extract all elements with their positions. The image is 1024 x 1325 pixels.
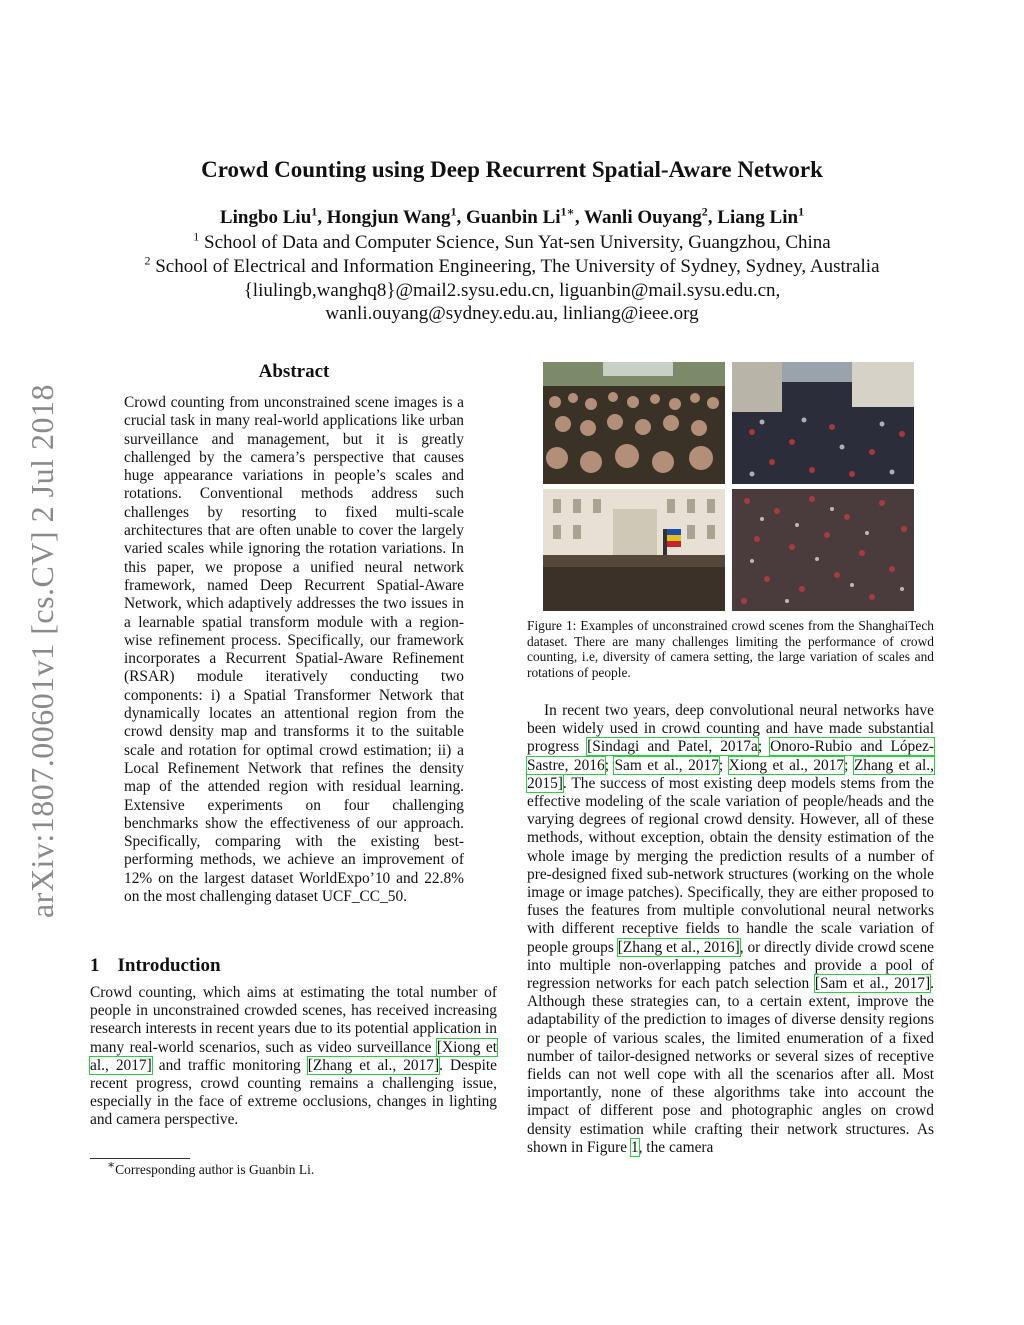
affiliation-text: School of Data and Computer Science, Sun Yat-sen University, Guangzhou, China: [204, 232, 831, 253]
citation-link[interactable]: [Zhang et al., 2017]: [307, 1056, 440, 1074]
affiliation-text: School of Electrical and Information Engineering, The University of Sydney, Sydney, Australia: [155, 256, 880, 277]
author-list: Lingbo Liu$^1$, Hongjun Wang$^1$, Guanbin $Li^{1∗}$, Wanli Ouyang$^2$, Liang Lin$^1$: [219, 204, 805, 228]
body-text: ;: [718, 756, 729, 774]
email-line-1: {liulingb,wanghq8}@mail2.sysu.edu.cn, liguanbin@mail.sysu.edu.cn,: [243, 280, 781, 301]
abstract-body: Crowd counting from unconstrained scene images is a crucial task in many real-world applications like urban surveillance and management, but it is greatly challenged by the camera’s perspective that causes huge appearance variations in people’s scales and rotations. Conventional methods address such challenges by resorting to fixed multi-scale architectures that are often unable to cover the largely varied scales while ignoring the rotation variations. In this paper, we propose a unified neural network framework, named Deep Recurrent Spatial-Aware Network, which adaptively addresses the two issues in a learnable spatial transform module with a region-wise refinement process. Specifically, our framework incorporates a Recurrent Spatial-Aware Refinement (RSAR) module iteratively conducting two components: i) a Spatial Transformer Network that dynamically locates an attentional region from the crowd density map and transforms it to the suitable scale and rotation for optimal crowd estimation; ii) a Local Refinement Network that refines the density map of the attended region with residual learning. Extensive experiments on four challenging benchmarks show the effectiveness of our approach. Specifically, comparing with the existing best-performing methods, we achieve an improvement of 12% on the largest dataset WorldExpo’10 and 22.8% on the most challenging dataset UCF_CC_50.: [124, 394, 464, 906]
body-text: In recent two years, deep convolutional neural networks have been widely used in crowd counting and have made substantial progress: [527, 702, 934, 756]
footnote-mark: ∗: [107, 1157, 116, 1172]
affiliation-mark: 1: [193, 229, 200, 244]
introduction-paragraph: [90, 984, 497, 1130]
author-mark: 1: [798, 204, 805, 219]
author-name: Liang Lin: [717, 207, 799, 228]
figure-1-caption: Figure 1: Examples of unconstrained crowd scenes from the ShanghaiTech dataset. There are many challenges limiting the performance of crowd counting, i.e, diversity of camera setting, the large variation of scales and rotations of people.: [527, 618, 934, 680]
crowd-photo-3: [543, 489, 725, 611]
affiliation-2: [0, 253, 1024, 278]
author-mark: 1∗: [560, 204, 575, 219]
crowd-photo-1: [543, 362, 725, 484]
email-line-2: wanli.ouyang@sydney.edu.au, linliang@ieee.org: [325, 303, 699, 324]
intro-text: and traffic monitoring: [151, 1056, 308, 1074]
paper-title: Crowd Counting using Deep Recurrent Spatial-Aware Network: [201, 157, 823, 182]
author-mark: 1: [450, 204, 457, 219]
author-name: Guanbin Li: [466, 207, 561, 228]
citation-link[interactable]: Sam et al., 2017: [614, 756, 719, 774]
footnote-text: Corresponding author is Guanbin Li.: [115, 1162, 315, 1177]
body-text: ;: [844, 756, 854, 774]
author-mark: 2: [701, 204, 708, 219]
body-text: ;: [757, 738, 771, 756]
author-name: Wanli Ouyang: [584, 207, 702, 228]
author-name: Hongjun Wang: [326, 207, 451, 228]
arxiv-stamp: arXiv:1807.00601v1 [cs.CV] 2 Jul 2018: [24, 384, 60, 919]
body-text: . The success of most existing deep models stems from the effective modeling of the scale variation of people/heads and the varying degrees of regional crowd density. However, all of these methods, without exception, obtain the density estimation of the whole image by merging the prediction results of a number of pre-designed fixed sub-network structures (working on the whole image or image patches). Specifically, they are either proposed to fuses the features from multiple convolutional neural networks with different receptive fields to handle the scale variation of people groups: [527, 774, 934, 956]
figure-reference-link[interactable]: 1: [630, 1138, 639, 1156]
body-text: . Although these strategies can, to a certain extent, improve the adaptability of the prediction to images of diverse density regions or people of various scales, the limited enumeration of a fixed number of tailor-designed networks or several sizes of receptive fields can not well cope with all the scenarios after all. Most importantly, none of these algorithms take into account the impact of different pose and photographic angles on crowd density estimation while crafting their network structures. As shown in Figure: [527, 975, 934, 1156]
citation-link[interactable]: [Sam et al., 2017]: [814, 975, 931, 993]
citation-link[interactable]: [Xiong et al., 2017]: [90, 1038, 497, 1074]
section-title: Introduction: [117, 955, 221, 976]
footnote: [107, 1157, 315, 1178]
intro-text: Crowd counting, which aims at estimating the total number of people in unconstrained crowded scenes, has received increasing research interests in recent years due to its potential application in many real-world scenarios, such as video surveillance: [90, 984, 497, 1056]
citation-link[interactable]: Onoro-Rubio and López-Sastre, 2016: [527, 738, 935, 774]
citation-link[interactable]: [Sindagi and Patel, 2017a: [587, 738, 758, 756]
footnote-rule: [90, 1158, 190, 1159]
section-number: 1: [90, 955, 100, 976]
introduction-paragraph-2: [527, 702, 934, 1157]
affiliation-1: [0, 229, 1024, 254]
body-text: ;: [604, 756, 615, 774]
author-name: Lingbo Liu: [219, 207, 312, 228]
citation-link[interactable]: [Zhang et al., 2016]: [617, 938, 740, 956]
author-mark: 1: [311, 204, 318, 219]
body-text: , the camera: [638, 1138, 714, 1156]
section-heading-introduction: [90, 955, 239, 977]
body-text: , or directly divide crowd scene into multiple non-overlapping patches and provide a pool of regression networks for each patch selection: [527, 938, 934, 993]
crowd-photo-2: [732, 362, 914, 484]
affiliation-mark: 2: [144, 253, 151, 268]
intro-text: . Despite recent progress, crowd counting remains a challenging issue, especially in the face of extreme occlusions, changes in lighting and camera perspective.: [90, 1056, 497, 1129]
crowd-photo-4: [732, 489, 914, 611]
citation-link[interactable]: Zhang et al., 2015]: [527, 756, 934, 792]
figure-1-crowd-images: [543, 362, 915, 612]
abstract-heading: Abstract: [258, 361, 330, 382]
citation-link[interactable]: Xiong et al., 2017: [728, 756, 845, 774]
